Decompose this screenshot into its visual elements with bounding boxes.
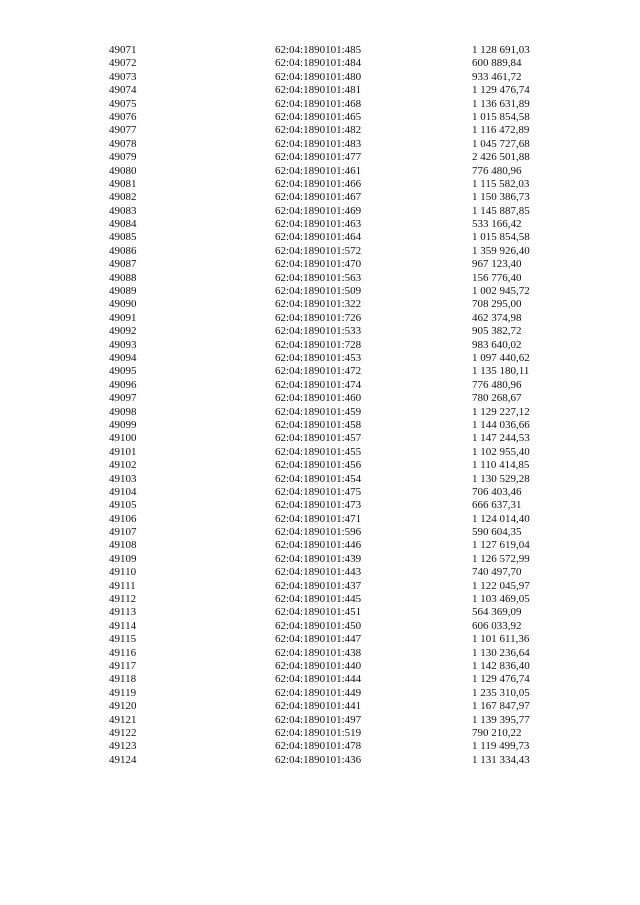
table-row — [109, 111, 549, 124]
row-number: 49098 — [109, 405, 137, 418]
table-row — [109, 365, 549, 378]
row-number: 49087 — [109, 258, 137, 271]
cadastral-value: 983 640,02 — [472, 338, 522, 351]
table-row — [109, 98, 549, 111]
cadastral-number: 62:04:1890101:451 — [275, 606, 362, 619]
row-number: 49104 — [109, 485, 137, 498]
cadastral-value: 1 127 619,04 — [472, 539, 530, 552]
table-row — [109, 660, 549, 673]
cadastral-number: 62:04:1890101:468 — [275, 97, 362, 110]
table-row — [109, 580, 549, 593]
row-number: 49109 — [109, 552, 137, 565]
table-row — [109, 647, 549, 660]
cadastral-number: 62:04:1890101:449 — [275, 686, 362, 699]
cadastral-value: 1 015 854,58 — [472, 110, 530, 123]
cadastral-value: 156 776,40 — [472, 271, 522, 284]
row-number: 49124 — [109, 753, 137, 766]
row-number: 49073 — [109, 70, 137, 83]
cadastral-value: 1 119 499,73 — [472, 740, 530, 753]
table-row — [109, 606, 549, 619]
cadastral-value: 776 480,96 — [472, 378, 522, 391]
cadastral-number: 62:04:1890101:457 — [275, 432, 362, 445]
row-number: 49071 — [109, 44, 137, 56]
table-row — [109, 459, 549, 472]
table-row — [109, 714, 549, 727]
cadastral-value: 776 480,96 — [472, 164, 522, 177]
table-row — [109, 392, 549, 405]
table-row — [109, 138, 549, 151]
cadastral-number: 62:04:1890101:455 — [275, 445, 362, 458]
cadastral-value: 1 126 572,99 — [472, 552, 530, 565]
row-number: 49093 — [109, 338, 137, 351]
table-row — [109, 539, 549, 552]
cadastral-value: 1 122 045,97 — [472, 579, 530, 592]
row-number: 49112 — [109, 593, 137, 606]
cadastral-number: 62:04:1890101:450 — [275, 619, 362, 632]
row-number: 49078 — [109, 137, 137, 150]
table-row — [109, 312, 549, 325]
table-row — [109, 432, 549, 445]
cadastral-number: 62:04:1890101:460 — [275, 392, 362, 405]
cadastral-value: 1 015 854,58 — [472, 231, 530, 244]
row-number: 49079 — [109, 151, 137, 164]
cadastral-number: 62:04:1890101:458 — [275, 418, 362, 431]
table-row — [109, 272, 549, 285]
row-number: 49080 — [109, 164, 137, 177]
cadastral-number: 62:04:1890101:456 — [275, 459, 362, 472]
cadastral-number: 62:04:1890101:454 — [275, 472, 362, 485]
cadastral-number: 62:04:1890101:483 — [275, 137, 362, 150]
cadastral-number: 62:04:1890101:480 — [275, 70, 362, 83]
row-number: 49101 — [109, 445, 137, 458]
row-number: 49105 — [109, 499, 137, 512]
cadastral-value: 600 889,84 — [472, 57, 522, 70]
cadastral-number: 62:04:1890101:447 — [275, 633, 362, 646]
table-row — [109, 151, 549, 164]
cadastral-value: 905 382,72 — [472, 325, 522, 338]
cadastral-number: 62:04:1890101:438 — [275, 646, 362, 659]
row-number: 49092 — [109, 325, 137, 338]
cadastral-value: 780 268,67 — [472, 392, 522, 405]
table-row — [109, 379, 549, 392]
cadastral-number: 62:04:1890101:726 — [275, 311, 362, 324]
cadastral-number: 62:04:1890101:497 — [275, 713, 362, 726]
row-number: 49091 — [109, 311, 137, 324]
cadastral-value: 1 131 334,43 — [472, 753, 530, 766]
row-number: 49094 — [109, 351, 137, 364]
table-row — [109, 57, 549, 70]
row-number: 49076 — [109, 110, 137, 123]
cadastral-value: 790 210,22 — [472, 726, 522, 739]
table-row — [109, 687, 549, 700]
table-row — [109, 740, 549, 753]
cadastral-number: 62:04:1890101:533 — [275, 325, 362, 338]
row-number: 49099 — [109, 418, 137, 431]
table-row — [109, 486, 549, 499]
table-row — [109, 473, 549, 486]
row-number: 49118 — [109, 673, 137, 686]
cadastral-value: 967 123,40 — [472, 258, 522, 271]
table-row — [109, 727, 549, 740]
cadastral-value: 1 002 945,72 — [472, 285, 530, 298]
row-number: 49096 — [109, 378, 137, 391]
cadastral-value: 1 103 469,05 — [472, 593, 530, 606]
cadastral-number: 62:04:1890101:459 — [275, 405, 362, 418]
table-row — [109, 124, 549, 137]
cadastral-value: 706 403,46 — [472, 485, 522, 498]
row-number: 49110 — [109, 566, 137, 579]
cadastral-value: 1 110 414,85 — [472, 459, 530, 472]
cadastral-value: 1 129 476,74 — [472, 84, 530, 97]
table-row — [109, 419, 549, 432]
table-row — [109, 406, 549, 419]
row-number: 49088 — [109, 271, 137, 284]
cadastral-value: 1 145 887,85 — [472, 204, 530, 217]
cadastral-number: 62:04:1890101:471 — [275, 512, 362, 525]
cadastral-number: 62:04:1890101:596 — [275, 526, 362, 539]
cadastral-number: 62:04:1890101:461 — [275, 164, 362, 177]
row-number: 49086 — [109, 244, 137, 257]
cadastral-value: 1 139 395,77 — [472, 713, 530, 726]
row-number: 49116 — [109, 646, 137, 659]
row-number: 49123 — [109, 740, 137, 753]
cadastral-value: 740 497,70 — [472, 566, 522, 579]
row-number: 49084 — [109, 218, 137, 231]
cadastral-number: 62:04:1890101:443 — [275, 566, 362, 579]
table-row — [109, 258, 549, 271]
table-row — [109, 352, 549, 365]
table-row — [109, 218, 549, 231]
table-row — [109, 44, 549, 57]
row-number: 49119 — [109, 686, 137, 699]
row-number: 49114 — [109, 619, 137, 632]
cadastral-number: 62:04:1890101:439 — [275, 552, 362, 565]
cadastral-number: 62:04:1890101:445 — [275, 593, 362, 606]
table-row — [109, 566, 549, 579]
cadastral-value: 1 147 244,53 — [472, 432, 530, 445]
row-number: 49103 — [109, 472, 137, 485]
row-number: 49107 — [109, 526, 137, 539]
table-row — [109, 165, 549, 178]
cadastral-number: 62:04:1890101:472 — [275, 365, 362, 378]
cadastral-number: 62:04:1890101:322 — [275, 298, 362, 311]
row-number: 49090 — [109, 298, 137, 311]
cadastral-value: 1 045 727,68 — [472, 137, 530, 150]
table-row — [109, 325, 549, 338]
cadastral-number: 62:04:1890101:485 — [275, 44, 362, 56]
row-number: 49117 — [109, 659, 137, 672]
table-row — [109, 620, 549, 633]
row-number: 49085 — [109, 231, 137, 244]
cadastral-number: 62:04:1890101:453 — [275, 351, 362, 364]
row-number: 49108 — [109, 539, 137, 552]
cadastral-number: 62:04:1890101:437 — [275, 579, 362, 592]
cadastral-number: 62:04:1890101:572 — [275, 244, 362, 257]
row-number: 49115 — [109, 633, 137, 646]
cadastral-number: 62:04:1890101:482 — [275, 124, 362, 137]
cadastral-value-table — [109, 44, 549, 767]
table-row — [109, 84, 549, 97]
cadastral-number: 62:04:1890101:464 — [275, 231, 362, 244]
row-number: 49075 — [109, 97, 137, 110]
cadastral-value: 933 461,72 — [472, 70, 522, 83]
cadastral-value: 1 235 310,05 — [472, 686, 530, 699]
cadastral-value: 1 101 611,36 — [472, 633, 530, 646]
cadastral-value: 1 136 631,89 — [472, 97, 530, 110]
cadastral-value: 606 033,92 — [472, 619, 522, 632]
cadastral-number: 62:04:1890101:465 — [275, 110, 362, 123]
table-row — [109, 205, 549, 218]
cadastral-value: 1 144 036,66 — [472, 418, 530, 431]
cadastral-number: 62:04:1890101:563 — [275, 271, 362, 284]
cadastral-value: 590 604,35 — [472, 526, 522, 539]
row-number: 49095 — [109, 365, 137, 378]
cadastral-number: 62:04:1890101:484 — [275, 57, 362, 70]
cadastral-value: 1 167 847,97 — [472, 700, 530, 713]
row-number: 49081 — [109, 177, 137, 190]
cadastral-value: 1 135 180,11 — [472, 365, 530, 378]
row-number: 49072 — [109, 57, 137, 70]
cadastral-value: 708 295,00 — [472, 298, 522, 311]
row-number: 49121 — [109, 713, 137, 726]
cadastral-number: 62:04:1890101:481 — [275, 84, 362, 97]
cadastral-value: 1 130 529,28 — [472, 472, 530, 485]
cadastral-value: 1 097 440,62 — [472, 351, 530, 364]
cadastral-value: 1 142 836,40 — [472, 659, 530, 672]
cadastral-value: 1 124 014,40 — [472, 512, 530, 525]
cadastral-number: 62:04:1890101:463 — [275, 218, 362, 231]
table-row — [109, 593, 549, 606]
cadastral-number: 62:04:1890101:474 — [275, 378, 362, 391]
cadastral-number: 62:04:1890101:440 — [275, 659, 362, 672]
cadastral-number: 62:04:1890101:466 — [275, 177, 362, 190]
cadastral-number: 62:04:1890101:467 — [275, 191, 362, 204]
cadastral-value: 2 426 501,88 — [472, 151, 530, 164]
cadastral-value: 1 130 236,64 — [472, 646, 530, 659]
table-row — [109, 633, 549, 646]
table-row — [109, 754, 549, 767]
table-row — [109, 285, 549, 298]
row-number: 49082 — [109, 191, 137, 204]
row-number: 49120 — [109, 700, 137, 713]
cadastral-value: 1 116 472,89 — [472, 124, 530, 137]
table-row — [109, 499, 549, 512]
table-row — [109, 245, 549, 258]
row-number: 49113 — [109, 606, 137, 619]
table-row — [109, 339, 549, 352]
table-row — [109, 298, 549, 311]
cadastral-number: 62:04:1890101:470 — [275, 258, 362, 271]
table-row — [109, 191, 549, 204]
table-row — [109, 178, 549, 191]
cadastral-number: 62:04:1890101:446 — [275, 539, 362, 552]
cadastral-number: 62:04:1890101:477 — [275, 151, 362, 164]
row-number: 49111 — [109, 579, 136, 592]
cadastral-value: 1 115 582,03 — [472, 177, 530, 190]
table-row — [109, 231, 549, 244]
cadastral-value: 666 637,31 — [472, 499, 522, 512]
cadastral-number: 62:04:1890101:728 — [275, 338, 362, 351]
table-row — [109, 513, 549, 526]
row-number: 49074 — [109, 84, 137, 97]
cadastral-value: 1 359 926,40 — [472, 244, 530, 257]
cadastral-number: 62:04:1890101:444 — [275, 673, 362, 686]
table-row — [109, 526, 549, 539]
cadastral-number: 62:04:1890101:519 — [275, 726, 362, 739]
table-row — [109, 446, 549, 459]
row-number: 49106 — [109, 512, 137, 525]
cadastral-value: 462 374,98 — [472, 311, 522, 324]
row-number: 49100 — [109, 432, 137, 445]
cadastral-number: 62:04:1890101:478 — [275, 740, 362, 753]
table-row — [109, 553, 549, 566]
cadastral-value: 564 369,09 — [472, 606, 522, 619]
row-number: 49097 — [109, 392, 137, 405]
cadastral-value: 1 150 386,73 — [472, 191, 530, 204]
row-number: 49077 — [109, 124, 137, 137]
cadastral-value: 1 128 691,03 — [472, 44, 530, 56]
cadastral-value: 1 129 227,12 — [472, 405, 530, 418]
cadastral-number: 62:04:1890101:436 — [275, 753, 362, 766]
cadastral-number: 62:04:1890101:475 — [275, 485, 362, 498]
row-number: 49102 — [109, 459, 137, 472]
cadastral-value: 1 102 955,40 — [472, 445, 530, 458]
row-number: 49122 — [109, 726, 137, 739]
table-row — [109, 71, 549, 84]
cadastral-value: 533 166,42 — [472, 218, 522, 231]
cadastral-number: 62:04:1890101:473 — [275, 499, 362, 512]
table-row — [109, 673, 549, 686]
row-number: 49089 — [109, 285, 137, 298]
row-number: 49083 — [109, 204, 137, 217]
cadastral-number: 62:04:1890101:469 — [275, 204, 362, 217]
cadastral-value: 1 129 476,74 — [472, 673, 530, 686]
cadastral-number: 62:04:1890101:509 — [275, 285, 362, 298]
cadastral-number: 62:04:1890101:441 — [275, 700, 362, 713]
table-row — [109, 700, 549, 713]
